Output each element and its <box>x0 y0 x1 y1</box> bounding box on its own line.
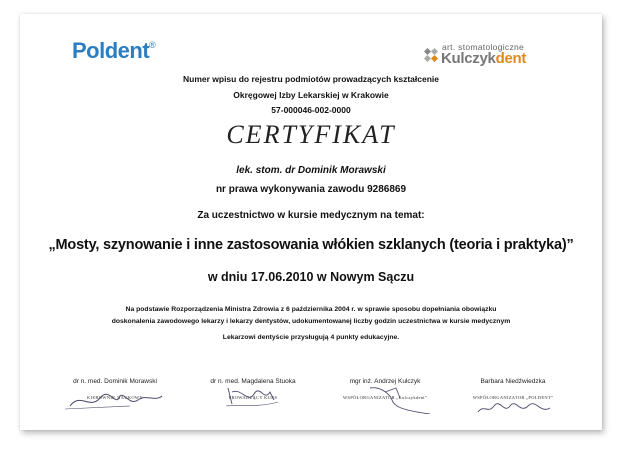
signatory-name: dr n. med. Magdalena Stuoka <box>210 378 296 385</box>
registry-number: 57-000046-002-0000 <box>271 105 351 115</box>
kulczykdent-logo-icon <box>424 48 438 62</box>
registry-line: Okręgowej Izby Lekarskiej w Krakowie <box>233 89 389 100</box>
recipient-license: nr prawa wykonywania zawodu 9286869 <box>215 184 407 195</box>
handwritten-signature <box>330 384 440 414</box>
handwritten-signature <box>60 384 170 414</box>
registry-line: Numer wpisu do rejestru podmiotów prowadzących kształcenie <box>182 74 439 84</box>
signature-block <box>448 378 578 400</box>
signature-block <box>50 378 180 400</box>
poldent-logo <box>72 38 155 64</box>
handwritten-signature <box>198 384 308 414</box>
registered-mark: ® <box>149 40 156 50</box>
course-intro: Za uczestnictwo w kursie medycznym na temat: <box>197 210 425 221</box>
kulczykdent-tagline: art. stomatologiczne <box>442 42 525 52</box>
signatory-role: WSPÓŁORGANIZATOR „POLDENT” <box>472 395 554 400</box>
legal-line: Na podstawie Rozporządzenia Ministra Zdrowia z 6 października 2004 r. w sprawie sposobu dopełniania obowiązku <box>125 306 497 313</box>
legal-line: doskonalenia zawodowego lekarzy i lekarzy dentystów, udokumentowanej liczby godzin uczestnictwa w kursie medycznym <box>111 318 511 325</box>
signature-block <box>188 378 318 400</box>
signature-block <box>320 378 450 400</box>
kulczykdent-name-part2: dent <box>495 50 527 67</box>
signatory-role: WSPÓŁORGANIZATOR „Kulczykdent” <box>342 395 428 400</box>
course-date-place: w dniu 17.06.2010 w Nowym Sączu <box>207 270 415 284</box>
kulczykdent-name <box>441 50 526 67</box>
signatory-name: Barbara Niedźwiedzka <box>480 378 546 385</box>
signatory-role: KIEROWNIK NAUKOWY <box>87 395 143 400</box>
recipient-name: lek. stom. dr Dominik Morawski <box>236 165 386 176</box>
signatory-name: dr n. med. Dominik Morawski <box>73 378 157 385</box>
poldent-logo-text: Poldent <box>72 38 150 63</box>
course-title: „Mosty, szynowanie i inne zastosowania włókien szklanych (teoria i praktyka)” <box>48 237 574 253</box>
education-points: Lekarzowi dentyście przysługują 4 punkty edukacyjne. <box>222 334 400 341</box>
legal-basis <box>20 304 602 328</box>
registry-block <box>20 72 602 119</box>
handwritten-signature <box>458 384 568 414</box>
kulczykdent-name-part1: Kulczyk <box>441 50 496 67</box>
signatory-name: mgr inż. Andrzej Kulczyk <box>349 378 421 385</box>
certificate-sheet <box>20 14 602 430</box>
certificate-title: CERTYFIKAT <box>226 120 396 149</box>
signatory-role: PROWADZĄCY KURS <box>228 395 278 400</box>
